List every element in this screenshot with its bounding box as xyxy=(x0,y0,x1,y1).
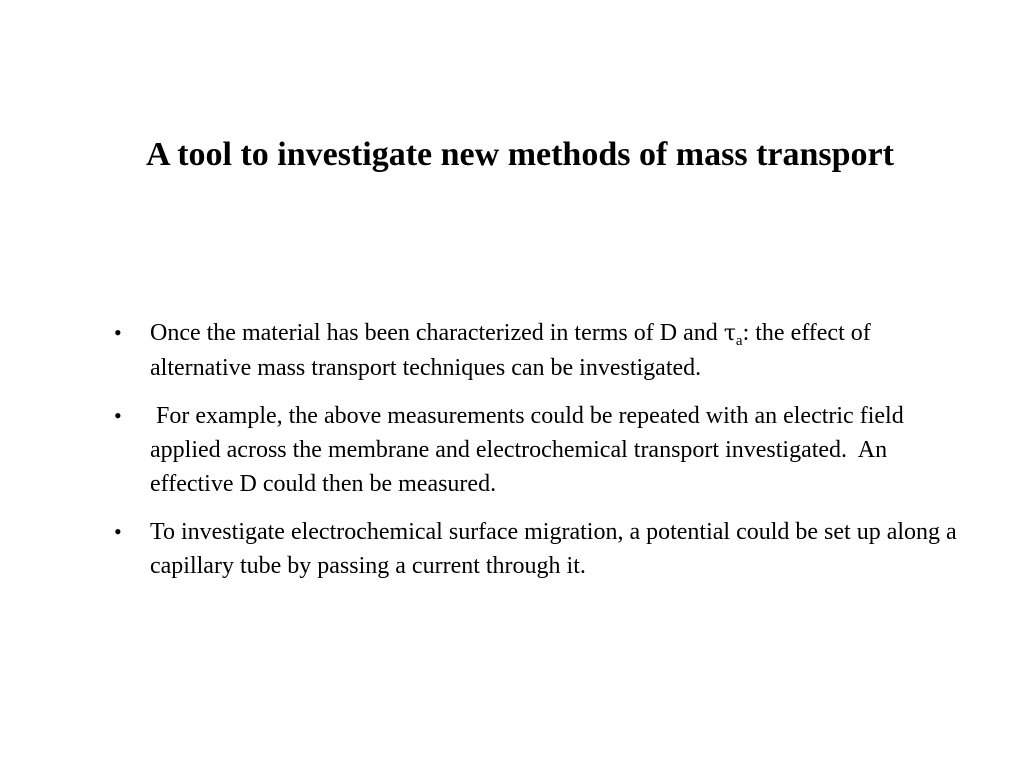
bullet-marker: • xyxy=(114,519,122,544)
slide-title: A tool to investigate new methods of mass transport xyxy=(146,136,894,173)
tau-subscript: a xyxy=(735,333,743,349)
bullet-marker: • xyxy=(114,403,122,428)
tau-symbol: τ xyxy=(723,321,736,346)
list-item xyxy=(110,399,960,501)
bullet-text-end: : the effect of alternative mass transport techniques can be investigated. xyxy=(150,320,871,381)
bullet-marker: • xyxy=(114,320,122,345)
bullet-text: For example, the above measurements could be repeated with an electric field applied across the membrane and electrochemical transport investigated. An effective D could then be measured. xyxy=(150,403,910,497)
bullet-text: To investigate electrochemical surface migration, a potential could be set up along a capillary tube by passing a current through it. xyxy=(150,519,957,579)
bullet-list xyxy=(110,316,960,597)
list-item xyxy=(110,316,960,385)
list-item xyxy=(110,515,960,583)
bullet-text-start: Once the material has been characterized in terms of D and xyxy=(150,320,724,346)
